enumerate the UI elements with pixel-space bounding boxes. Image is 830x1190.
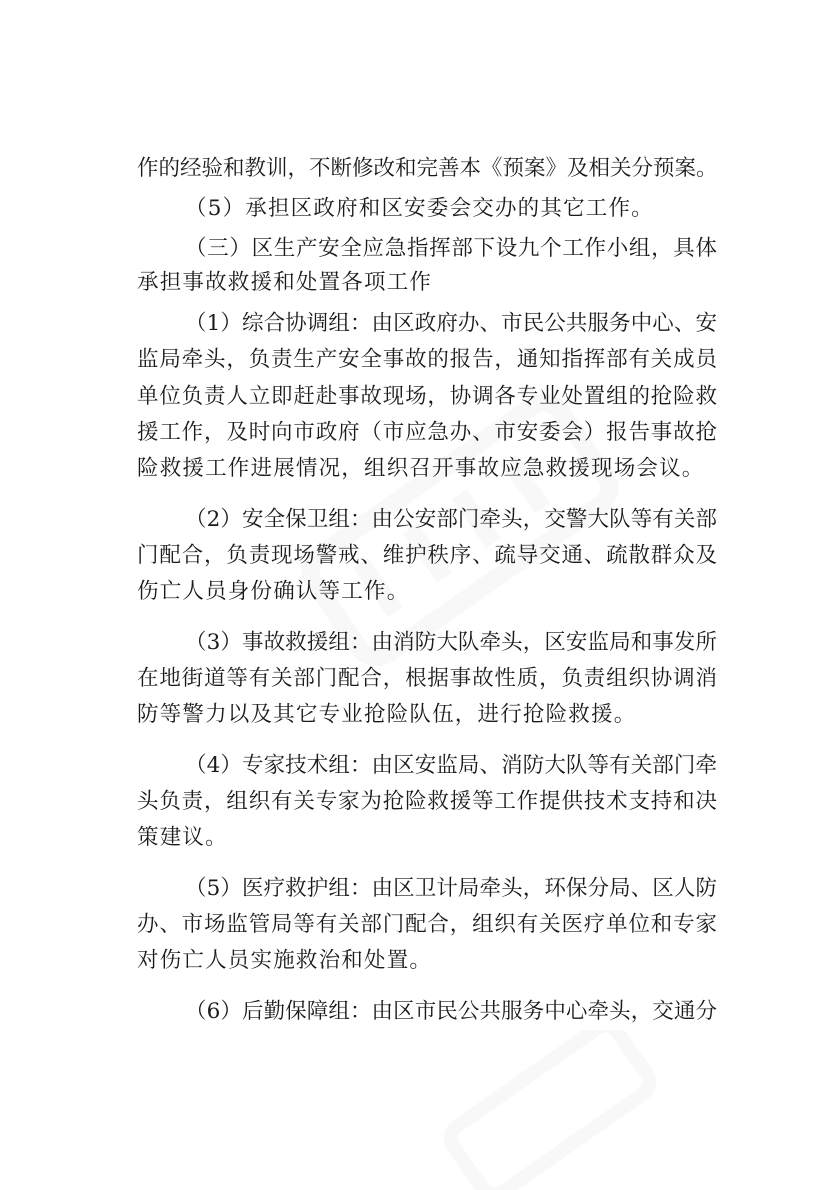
text-line: （2）安全保卫组：由公安部门牵头，交警大队等有关部 [185,507,717,532]
text-line: 门配合，负责现场警戒、维护秩序、疏导交通、疏散群众及 [137,543,717,568]
text-line: （4）专家技术组：由区安监局、消防大队等有关部门牵 [185,753,717,778]
text-line: 单位负责人立即赶赴事故现场，协调各专业处置组的抢险救 [137,384,717,409]
text-line: 援工作，及时向市政府（市应急办、市安委会）报告事故抢 [137,420,717,445]
text-line: 伤亡人员身份确认等工作。 [137,579,410,604]
watermark-graphic-lower [420,1030,680,1190]
text-line: （5）承担区政府和区安委会交办的其它工作。 [185,196,654,221]
text-line: （3）事故救援组：由消防大队牵头，区安监局和事发所 [185,630,717,655]
text-line: 作的经验和教训，不断修改和完善本《预案》及相关分预案。 [137,156,718,181]
text-line: （5）医疗救护组：由区卫计局牵头，环保分局、区人防 [185,876,717,901]
text-line: 办、市场监管局等有关部门配合，组织有关医疗单位和专家 [137,912,717,937]
text-line: （1）综合协调组：由区政府办、市民公共服务中心、安 [185,311,717,336]
text-line: （三）区生产安全应急指挥部下设九个工作小组，具体 [185,236,717,261]
text-line: 险救援工作进展情况，组织召开事故应急救援现场会议。 [137,456,705,481]
text-line: 监局牵头，负责生产安全事故的报告，通知指挥部有关成员 [137,347,717,372]
text-line: （6）后勤保障组：由区市民公共服务中心牵头，交通分 [185,999,717,1024]
text-line: 在地街道等有关部门配合，根据事故性质，负责组织协调消 [137,666,717,691]
text-line: 头负责，组织有关专家为抢险救援等工作提供技术支持和决 [137,789,717,814]
text-line: 防等警力以及其它专业抢险队伍，进行抢险救援。 [137,702,637,727]
text-line: 策建议。 [137,825,228,850]
text-line: 对伤亡人员实施救治和处置。 [137,948,433,973]
text-line: 承担事故救援和处置各项工作 [137,270,433,295]
